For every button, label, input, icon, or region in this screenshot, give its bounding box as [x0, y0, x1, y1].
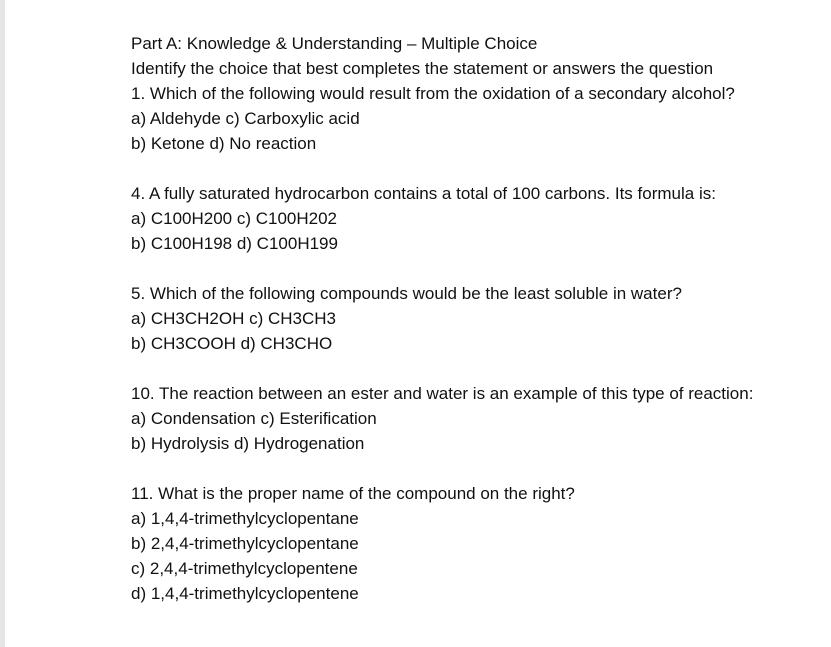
- answer-option: a) 1,4,4-trimethylcyclopentane: [131, 509, 359, 528]
- question-1: [131, 81, 826, 156]
- page-left-edge: [0, 0, 5, 647]
- spacer: [131, 356, 826, 381]
- answer-options-row: b) Hydrolysis d) Hydrogenation: [131, 434, 365, 453]
- answer-options-row: b) CH3COOH d) CH3CHO: [131, 334, 333, 353]
- worksheet-header: [131, 31, 826, 81]
- answer-option: d) 1,4,4-trimethylcyclopentene: [131, 584, 359, 603]
- answer-options-row: b) C100H198 d) C100H199: [131, 234, 338, 253]
- answer-options-row: a) Aldehyde c) Carboxylic acid: [131, 109, 360, 128]
- question-stem: 4. A fully saturated hydrocarbon contains a total of 100 carbons. Its formula is:: [131, 184, 716, 203]
- question-5: [131, 281, 826, 356]
- question-stem: 10. The reaction between an ester and water is an example of this type of reaction:: [131, 384, 754, 403]
- answer-options-row: b) Ketone d) No reaction: [131, 134, 317, 153]
- spacer: [131, 256, 826, 281]
- answer-options-row: a) Condensation c) Esterification: [131, 409, 377, 428]
- question-stem: 5. Which of the following compounds would be the least soluble in water?: [131, 284, 682, 303]
- answer-option: c) 2,4,4-trimethylcyclopentene: [131, 559, 358, 578]
- answer-option: b) 2,4,4-trimethylcyclopentane: [131, 534, 359, 553]
- question-11: [131, 481, 826, 606]
- worksheet-content: [131, 31, 826, 606]
- spacer: [131, 456, 826, 481]
- answer-options-row: a) CH3CH2OH c) CH3CH3: [131, 309, 336, 328]
- question-10: [131, 381, 826, 456]
- question-stem: 11. What is the proper name of the compound on the right?: [131, 484, 575, 503]
- question-stem: 1. Which of the following would result from the oxidation of a secondary alcohol?: [131, 84, 735, 103]
- spacer: [131, 156, 826, 181]
- part-title: Part A: Knowledge & Understanding – Multiple Choice: [131, 34, 538, 53]
- question-4: [131, 181, 826, 256]
- instructions: Identify the choice that best completes the statement or answers the question: [131, 59, 714, 78]
- answer-options-row: a) C100H200 c) C100H202: [131, 209, 338, 228]
